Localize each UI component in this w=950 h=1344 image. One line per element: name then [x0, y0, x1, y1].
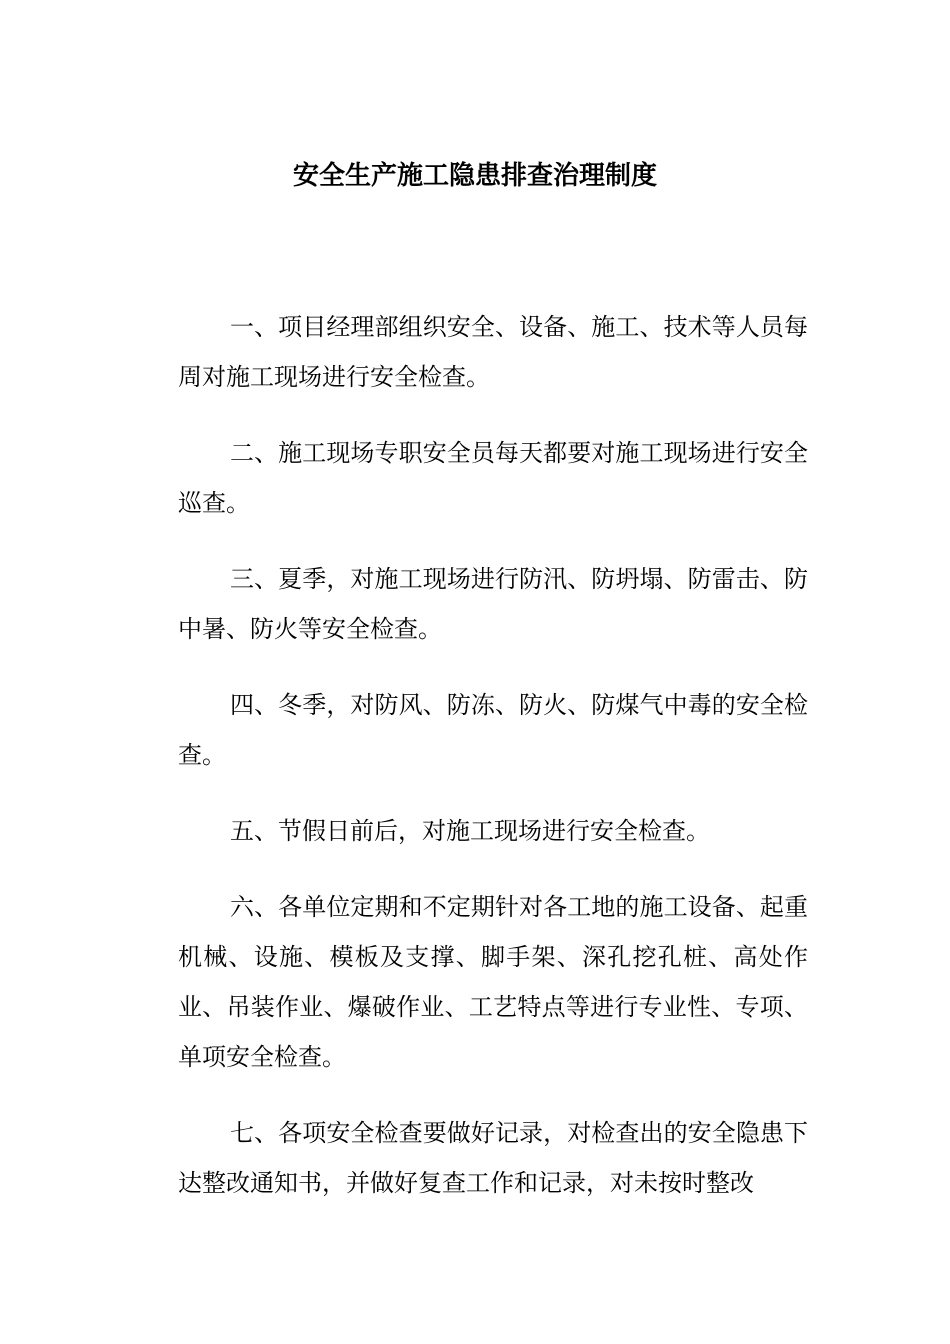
paragraph-3: 三、夏季，对施工现场进行防汛、防坍塌、防雷击、防中暑、防火等安全检查。	[178, 565, 808, 643]
paragraph-4: 四、冬季，对防风、防冻、防火、防煤气中毒的安全检查。	[178, 691, 808, 769]
paragraph-2: 二、施工现场专职安全员每天都要对施工现场进行安全巡查。	[178, 439, 808, 517]
paragraph-1: 一、项目经理部组织安全、设备、施工、技术等人员每周对施工现场进行安全检查。	[178, 313, 808, 391]
paragraph-5: 五、节假日前后，对施工现场进行安全检查。	[230, 817, 710, 845]
document-body	[178, 302, 808, 1234]
paragraph-7: 七、各项安全检查要做好记录，对检查出的安全隐患下达整改通知书，并做好复查工作和记录，对未按时整改	[178, 1119, 808, 1197]
paragraph-6: 六、各单位定期和不定期针对各工地的施工设备、起重机械、设施、模板及支撑、脚手架、深孔挖孔桩、高处作业、吊装作业、爆破作业、工艺特点等进行专业性、专项、单项安全检查。	[178, 893, 808, 1071]
document-title: 安全生产施工隐患排查治理制度	[292, 161, 657, 191]
